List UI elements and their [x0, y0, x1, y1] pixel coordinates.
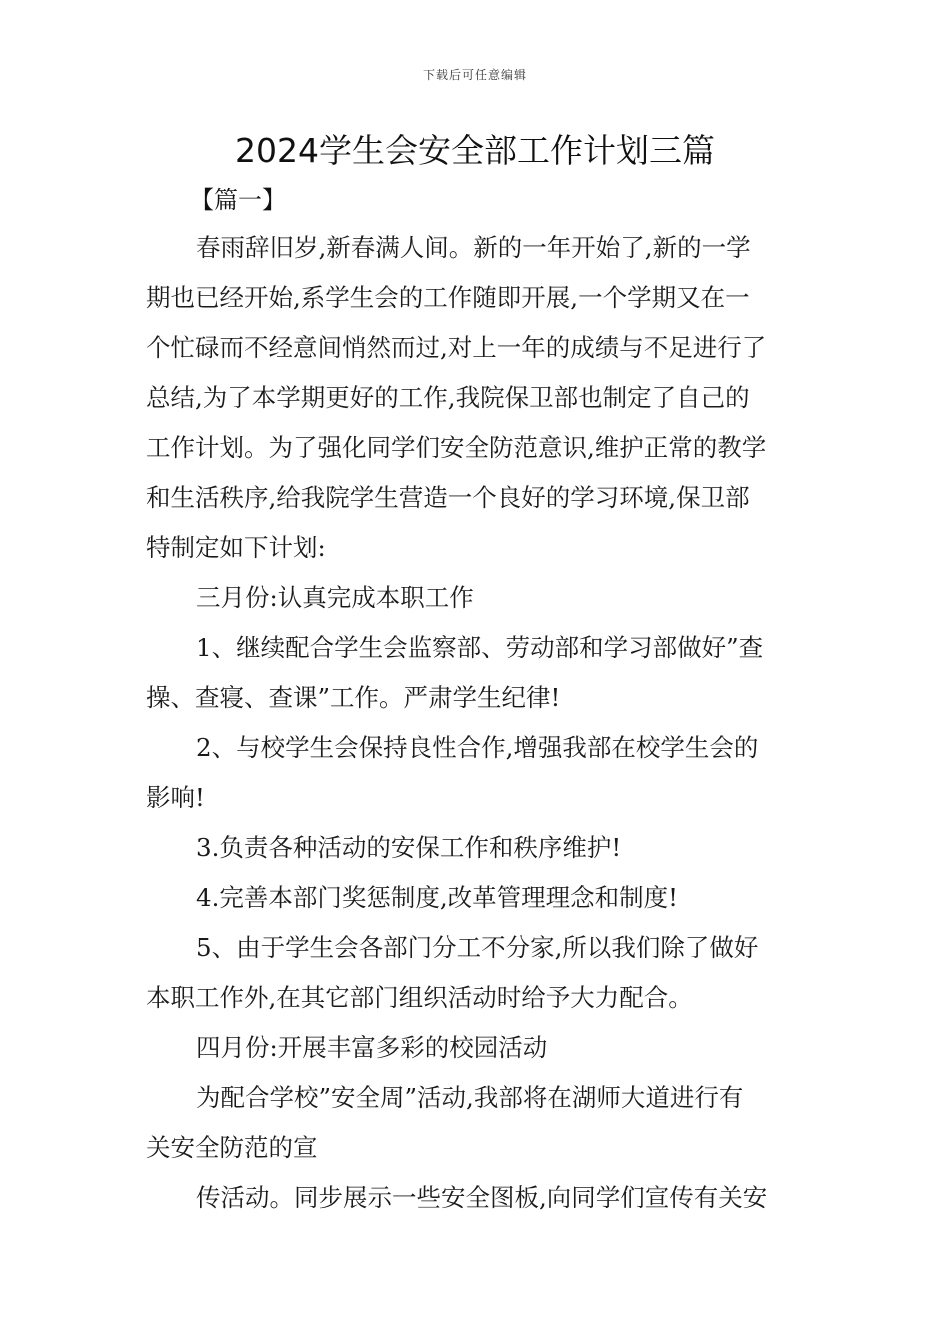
paragraph-line: 传活动。同步展示一些安全图板,向同学们宣传有关安	[196, 1183, 768, 1212]
paragraph-line: 四月份:开展丰富多彩的校园活动	[196, 1033, 548, 1062]
paragraph-line: 和生活秩序,给我院学生营造一个良好的学习环境,保卫部	[146, 483, 750, 512]
paragraph-line: 总结,为了本学期更好的工作,我院保卫部也制定了自己的	[146, 383, 750, 412]
document-title: 2024学生会安全部工作计划三篇	[235, 131, 715, 170]
paragraph-line: 特制定如下计划:	[146, 533, 326, 562]
paragraph-line: 4.完善本部门奖惩制度,改革管理理念和制度!	[196, 883, 679, 912]
paragraph-line: 工作计划。为了强化同学们安全防范意识,维护正常的教学	[146, 433, 767, 462]
paragraph-line: 影响!	[146, 783, 205, 812]
section-label: 【篇一】	[190, 186, 286, 214]
paragraph-line: 本职工作外,在其它部门组织活动时给予大力配合。	[146, 983, 693, 1012]
header-note: 下载后可任意编辑	[422, 68, 527, 82]
paragraph-line: 5、由于学生会各部门分工不分家,所以我们除了做好	[196, 933, 759, 962]
paragraph-line: 关安全防范的宣	[146, 1133, 318, 1162]
paragraph-line: 2、与校学生会保持良性合作,增强我部在校学生会的	[196, 733, 759, 762]
paragraph-line: 3.负责各种活动的安保工作和秩序维护!	[196, 833, 622, 862]
paragraph-line: 三月份:认真完成本职工作	[196, 583, 474, 612]
paragraph-line: 个忙碌而不经意间悄然而过,对上一年的成绩与不足进行了	[146, 333, 767, 362]
paragraph-line: 为配合学校”安全周”活动,我部将在湖师大道进行有	[196, 1083, 744, 1112]
paragraph-line: 期也已经开始,系学生会的工作随即开展,一个学期又在一	[146, 283, 750, 312]
paragraph-line: 1、继续配合学生会监察部、劳动部和学习部做好”查	[196, 633, 764, 662]
paragraph-line: 春雨辞旧岁,新春满人间。新的一年开始了,新的一学	[196, 233, 751, 262]
paragraph-line: 操、查寝、查课”工作。严肃学生纪律!	[146, 683, 561, 712]
